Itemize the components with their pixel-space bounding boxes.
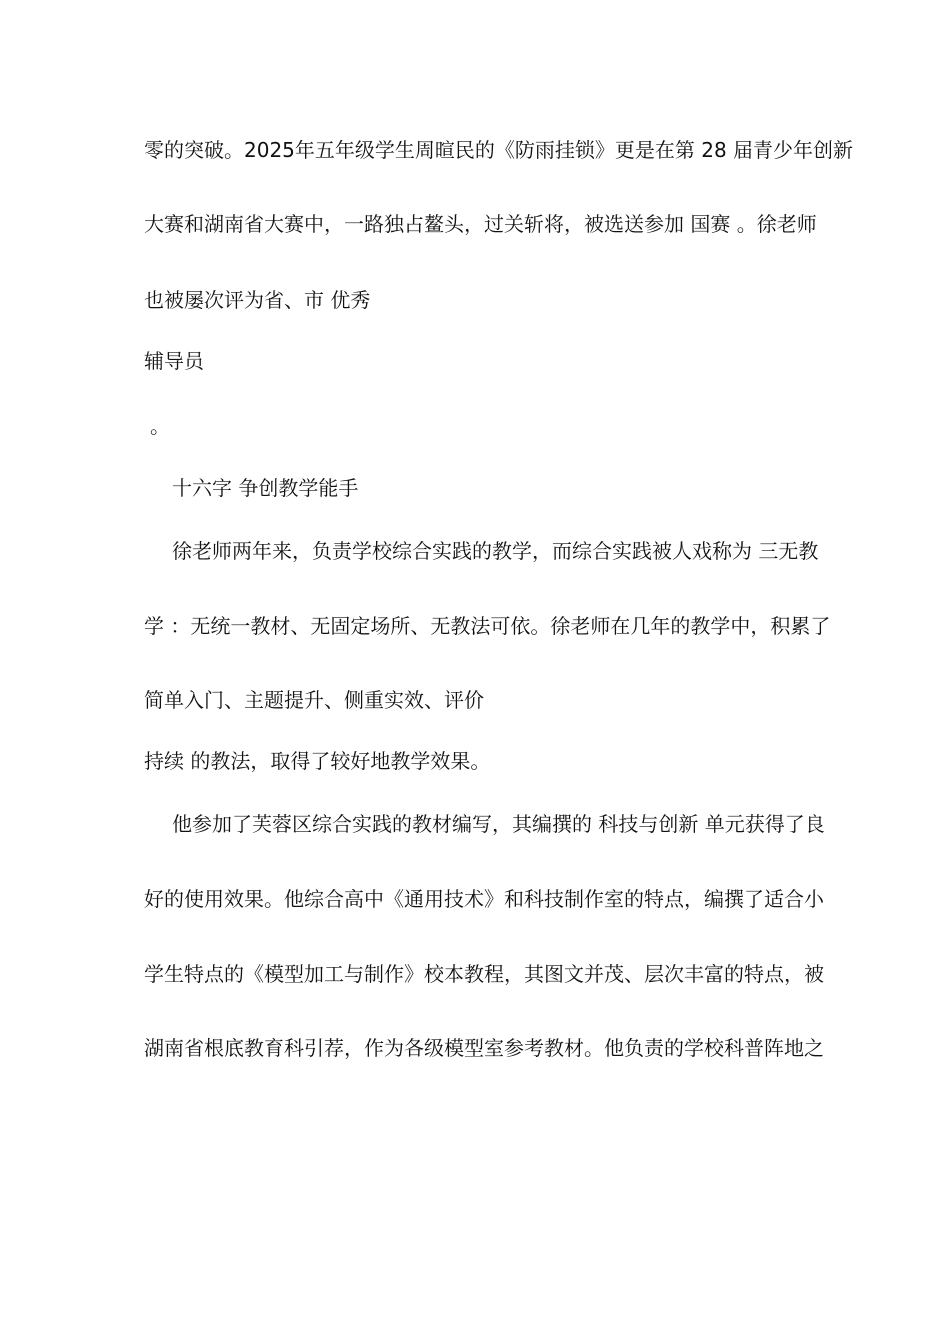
text-line-2: 大赛和湖南省大赛中，一路独占鳌头，过关斩将，被选送参加 国赛 。徐老师 bbox=[144, 212, 817, 236]
text-line-13: 学生特点的《模型加工与制作》校本教程，其图文并茂、层次丰富的特点，被 bbox=[144, 962, 824, 986]
text-line-11: 他参加了芙蓉区综合实践的教材编写，其编撰的 科技与创新 单元获得了良 bbox=[172, 812, 825, 836]
text-line-7: 徐老师两年来，负责学校综合实践的教学，而综合实践被人戏称为 三无教 bbox=[172, 539, 819, 563]
text-line-9: 简单入门、主题提升、侧重实效、评价 bbox=[144, 688, 484, 712]
text-line-8: 学 ：无统一教材、无固定场所、无教法可依。徐老师在几年的教学中，积累了 bbox=[144, 614, 831, 638]
text-line-1: 零的突破。2025年五年级学生周暄民的《防雨挂锁》更是在第 28 届青少年创新 bbox=[144, 138, 854, 162]
text-line-12: 好的使用效果。他综合高中《通用技术》和科技制作室的特点，编撰了适合小 bbox=[144, 887, 824, 911]
text-line-14: 湖南省根底教育科引荐，作为各级模型室参考教材。他负责的学校科普阵地之 bbox=[144, 1036, 824, 1060]
text-line-10: 持续 的教法，取得了较好地教学效果。 bbox=[144, 749, 491, 773]
text-line-5: 。 bbox=[150, 414, 170, 438]
section-heading: 十六字 争创教学能手 bbox=[172, 476, 359, 500]
text-line-3: 也被屡次评为省、市 优秀 bbox=[144, 288, 371, 312]
text-line-4: 辅导员 bbox=[144, 349, 204, 373]
